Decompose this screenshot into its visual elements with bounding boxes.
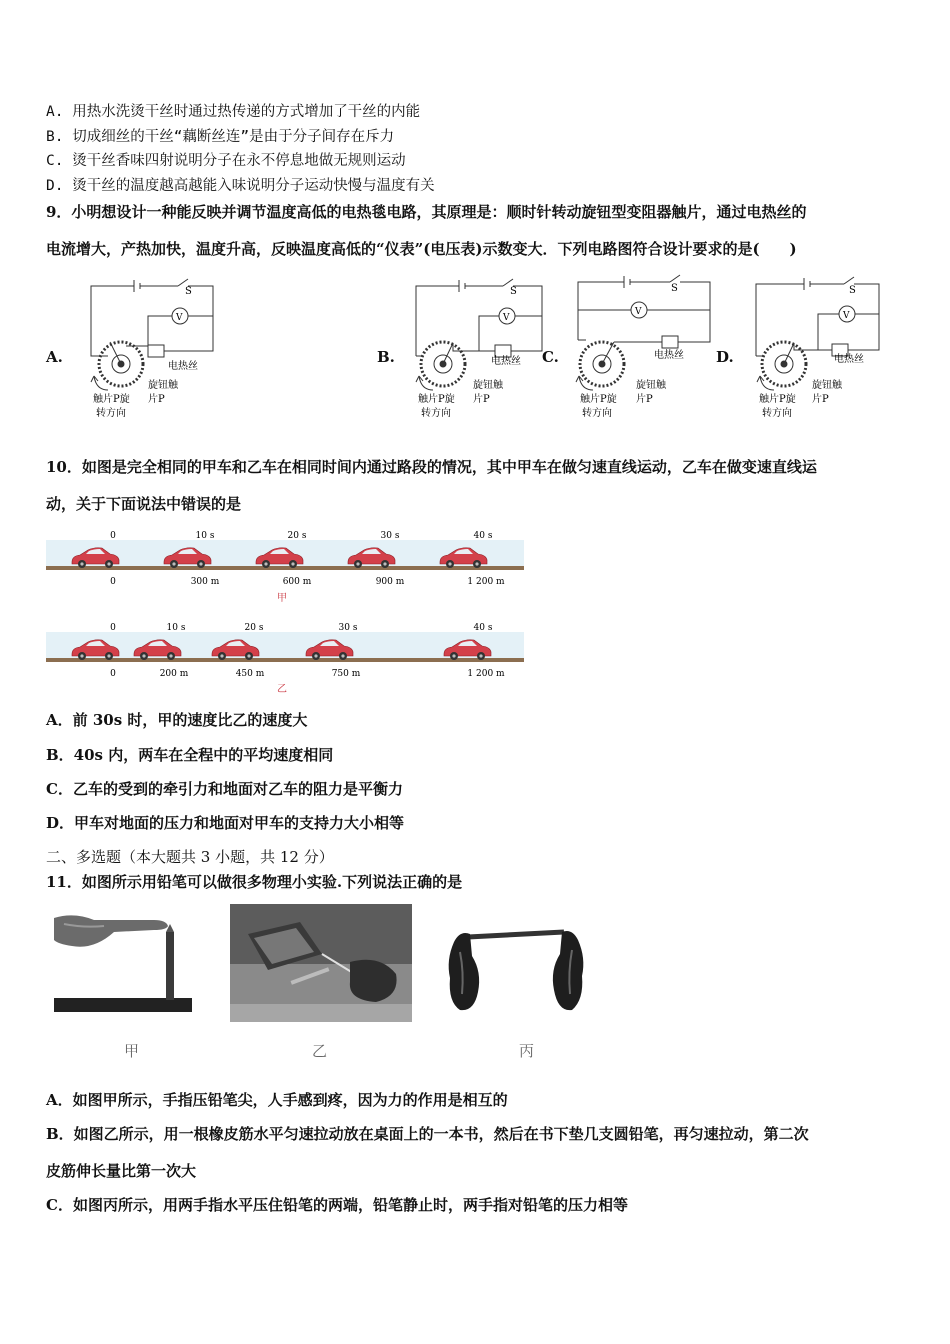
q9-stem-line1: 9．小明想设计一种能反映并调节温度高低的电热毯电路，其原理是：顺时针转动旋钮型变阻器触片，通过电热丝的 <box>46 203 807 221</box>
circuit-a-rotate-label-1: 触片P旋 <box>93 394 130 405</box>
circuit-d-voltmeter-label: V <box>843 311 850 321</box>
caption-yi: 乙 <box>312 1042 328 1060</box>
section2-heading: 二、多选题（本大题共 3 小题，共 12 分） <box>46 848 334 866</box>
q8-option-d: D. 烫干丝的温度越高越能入味说明分子运动快慢与温度有关 <box>46 178 435 194</box>
circuit-a-heater-label: 电热丝 <box>168 361 198 372</box>
photo-bing-two-fingers-pencil <box>446 912 586 1022</box>
q10-option-c: C．乙车的受到的牵引力和地面对乙车的阻力是平衡力 <box>46 780 403 798</box>
yi-time-20: 20 s <box>244 623 264 633</box>
jia-label: 甲 <box>277 593 287 604</box>
q8-option-a: A. 用热水洗烫干丝时通过热传递的方式增加了干丝的内能 <box>46 104 421 120</box>
q9-option-a-label: A. <box>46 348 63 366</box>
circuit-d-rotate-label-2: 转方向 <box>762 408 792 419</box>
q10-option-a: A．前 30s 时，甲的速度比乙的速度大 <box>46 711 308 729</box>
circuit-b-knob-label-2: 片P <box>473 394 490 405</box>
circuit-d-knob-label-2: 片P <box>812 394 829 405</box>
circuit-a-knob-label-2: 片P <box>148 394 165 405</box>
circuit-c-knob-label-2: 片P <box>636 394 653 405</box>
circuit-diagram-d <box>752 276 887 426</box>
q10-option-d: D．甲车对地面的压力和地面对甲车的支持力大小相等 <box>46 814 405 832</box>
jia-distance-600: 600 m <box>282 577 312 587</box>
q11-option-c: C．如图丙所示，用两手指水平压住铅笔的两端，铅笔静止时，两手指对铅笔的压力相等 <box>46 1196 628 1214</box>
car-motion-diagram <box>46 526 524 698</box>
circuit-d-switch-label: S <box>849 285 856 296</box>
circuit-b-knob-label-1: 旋钮触 <box>473 380 503 391</box>
yi-time-40: 40 s <box>473 623 493 633</box>
photo-yi-book-rubber-band <box>230 904 412 1022</box>
q10-stem-line2: 动，关于下面说法中错误的是 <box>46 495 242 513</box>
circuit-d-rotate-label-1: 触片P旋 <box>759 394 796 405</box>
circuit-c-rotate-label-1: 触片P旋 <box>580 394 617 405</box>
q9-option-c-label: C. <box>542 348 559 366</box>
yi-distance-0: 0 <box>110 669 116 679</box>
yi-time-30: 30 s <box>338 623 358 633</box>
circuit-b-heater-label: 电热丝 <box>491 356 521 367</box>
yi-distance-1200: 1 200 m <box>467 669 505 679</box>
circuit-d-knob-label-1: 旋钮触 <box>812 380 842 391</box>
circuit-c-rotate-label-2: 转方向 <box>582 408 612 419</box>
yi-label: 乙 <box>277 684 287 695</box>
q11-option-b-line2: 皮筋伸长量比第一次大 <box>46 1162 197 1180</box>
q9-option-d-label: D. <box>716 348 734 366</box>
circuit-a-switch-label: S <box>185 286 192 297</box>
q8-option-c: C. 烫干丝香味四射说明分子在永不停息地做无规则运动 <box>46 153 406 169</box>
q10-stem-line1: 10．如图是完全相同的甲车和乙车在相同时间内通过路段的情况，其中甲车在做匀速直线运动，乙车在做变速直线运 <box>46 458 817 476</box>
jia-time-10: 10 s <box>195 531 215 541</box>
photo-jia-finger-pencil <box>54 910 194 1015</box>
circuit-diagram-c <box>574 270 714 422</box>
yi-time-10: 10 s <box>166 623 186 633</box>
circuit-c-voltmeter-label: V <box>635 307 642 317</box>
jia-time-30: 30 s <box>380 531 400 541</box>
circuit-b-voltmeter-label: V <box>503 313 510 323</box>
circuit-c-switch-label: S <box>671 283 678 294</box>
q9-stem-line2: 电流增大，产热加快，温度升高，反映温度高低的“仪表”(电压表)示数变大．下列电路图符合设计要求的是( ) <box>46 240 797 258</box>
jia-time-20: 20 s <box>287 531 307 541</box>
circuit-a-voltmeter-label: V <box>176 313 183 323</box>
caption-jia: 甲 <box>124 1042 140 1060</box>
circuit-b-switch-label: S <box>510 286 517 297</box>
circuit-diagram-a <box>86 276 221 426</box>
jia-distance-900: 900 m <box>375 577 405 587</box>
q11-option-b-line1: B．如图乙所示，用一根橡皮筋水平匀速拉动放在桌面上的一本书，然后在书下垫几支圆铅笔，再匀速拉动，第二次 <box>46 1125 809 1143</box>
jia-distance-300: 300 m <box>190 577 220 587</box>
circuit-a-knob-label-1: 旋钮触 <box>148 380 178 391</box>
jia-distance-0: 0 <box>110 577 116 587</box>
circuit-c-knob-label-1: 旋钮触 <box>636 380 666 391</box>
circuit-d-heater-label: 电热丝 <box>834 354 864 365</box>
circuit-diagram-b <box>411 276 546 426</box>
caption-bing: 丙 <box>519 1042 535 1060</box>
jia-time-40: 40 s <box>473 531 493 541</box>
q10-option-b: B．40s 内，两车在全程中的平均速度相同 <box>46 746 334 764</box>
circuit-b-rotate-label-1: 触片P旋 <box>418 394 455 405</box>
circuit-c-heater-label: 电热丝 <box>654 350 684 361</box>
q11-stem: 11．如图所示用铅笔可以做很多物理小实验.下列说法正确的是 <box>46 873 463 891</box>
yi-distance-750: 750 m <box>331 669 361 679</box>
yi-distance-200: 200 m <box>159 669 189 679</box>
circuit-b-rotate-label-2: 转方向 <box>421 408 451 419</box>
q8-option-b: B. 切成细丝的干丝“藕断丝连”是由于分子间存在斥力 <box>46 129 395 145</box>
jia-distance-1200: 1 200 m <box>467 577 505 587</box>
circuit-a-rotate-label-2: 转方向 <box>96 408 126 419</box>
yi-distance-450: 450 m <box>235 669 265 679</box>
jia-time-0: 0 <box>110 531 116 541</box>
q9-option-b-label: B. <box>377 348 395 366</box>
q11-option-a: A．如图甲所示，手指压铅笔尖，人手感到疼，因为力的作用是相互的 <box>46 1091 508 1109</box>
yi-time-0: 0 <box>110 623 116 633</box>
